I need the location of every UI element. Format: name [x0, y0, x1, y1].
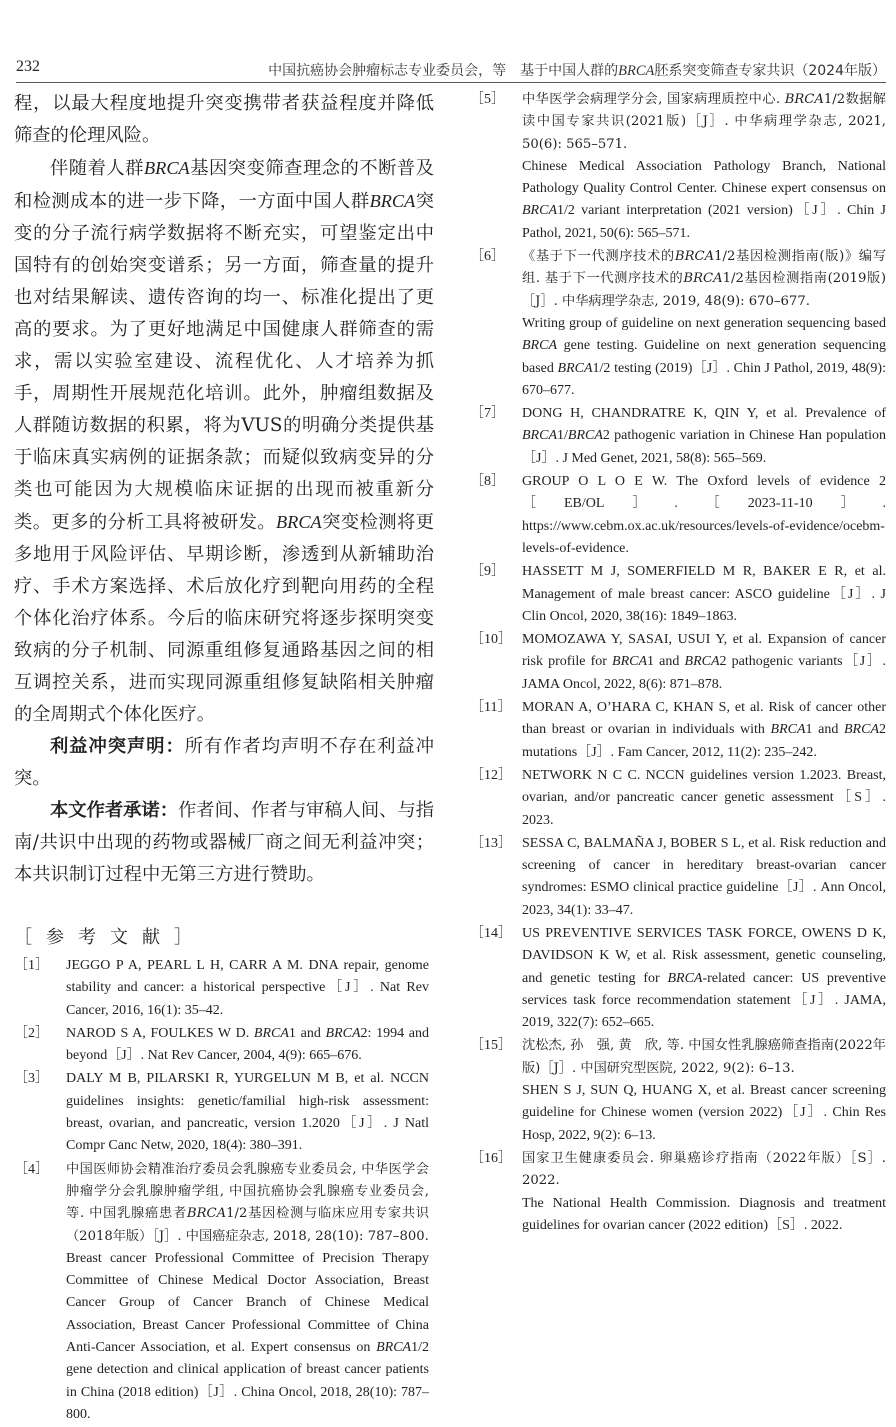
references-left-column [14, 955, 429, 1427]
references-right-column [470, 89, 886, 1238]
running-title: 中国抗癌协会肿瘤标志专业委员会，等 基于中国人群的BRCA胚系突变筛查专家共识（2024年版） [268, 63, 886, 79]
body-column [14, 88, 434, 891]
reference-10: ［10］ MOMOZAWA Y, SASAI, USUI Y, et al. Expansion of cancer risk profile for BRCA1 and BRCA2 pathogenic variants［J］. JAMA Oncol, 2022, 8(6): 871–878. [470, 632, 887, 692]
reference-13: ［13］ SESSA C, BALMAÑA J, BOBER S L, et al. Risk reduction and screening of cancer in hereditary breast-ovarian cancer syndromes: ESMO clinical practice guideline［J］. Ann Oncol, 2023, 34(1): 33–47. [470, 835, 886, 918]
reference-14: ［14］ US PREVENTIVE SERVICES TASK FORCE, OWENS D K, DAVIDSON K W, et al. Risk assessment, genetic counseling, and genetic testing for BRCA-related cancer: US preventive services task force recommendation statement［J］. JAMA, 2019, 322(7): 652–665. [470, 925, 886, 1031]
reference-9: ［9］ HASSETT M J, SOMERFIELD M R, BAKER E R, et al. Management of male breast cancer: ASCO guideline［J］. J Clin Oncol, 2020, 38(16): 1849–1863. [470, 564, 886, 624]
reference-1: ［1］ JEGGO P A, PEARL L H, CARR A M. DNA repair, genome stability and cancer: a historical perspective［J］. Nat Rev Cancer, 2016, 16(1): 35–42. [14, 958, 429, 1018]
reference-16: ［16］ 国家卫生健康委员会. 卵巢癌诊疗指南（2022年版）［S］. 2022. The National Health Commission. Diagnosis and treatment guidelines for ovarian cancer (2022 edition)［S］. 2022. [470, 1150, 886, 1233]
reference-11: ［11］ MORAN A, O’HARA C, KHAN S, et al. Risk of cancer other than breast or ovarian in individuals with BRCA1 and BRCA2 mutations［J］. Fam Cancer, 2012, 11(2): 235–242. [470, 700, 886, 760]
reference-12: ［12］ NETWORK N C C. NCCN guidelines version 1.2023. Breast, ovarian, and/or pancreatic cancer genetic assessment［S］. 2023. [470, 767, 886, 828]
reference-15: ［15］ 沈松杰, 孙 强, 黄 欣, 等. 中国女性乳腺癌筛查指南(2022年版)［J］. 中国研究型医院, 2022, 9(2): 6–13. SHEN S J, SUN Q, HUANG X, et al. Breast cancer screening guideline for Chinese women (version 2022)［J］. Chin Res Hosp, 2022, 9(2): 6–13. [470, 1038, 886, 1143]
reference-5: ［5］ 中华医学会病理学分会, 国家病理质控中心. BRCA1/2数据解读中国专家共识(2021版)［J］. 中华病理学杂志, 2021, 50(6): 565–571. Chinese Medical Association Pathology Branch, National Pathology Quality Control Center. Chinese expert consensus on BRCA1/2 variant interpretation (2021 version)［J］. Chin J Pathol, 2021, 50(6): 565–571. [470, 92, 886, 241]
page-number: 232 [16, 58, 40, 75]
reference-2: ［2］ NAROD S A, FOULKES W D. BRCA1 and BRCA2: 1994 and beyond［J］. Nat Rev Cancer, 2004, 4(9): 665–676. [14, 1025, 430, 1064]
reference-3: ［3］ DALY M B, PILARSKI R, YURGELUN M B, et al. NCCN guidelines insights: genetic/familial high-risk assessment: breast, ovarian, and pancreatic, version 1.2020［J］. J Natl Compr Canc Netw, 2020, 18(4): 380–391. [14, 1071, 429, 1154]
running-header [16, 58, 886, 83]
reference-4: ［4］ 中国医师协会精准治疗委员会乳腺癌专业委员会, 中华医学会肿瘤学分会乳腺肿瘤学组, 中国抗癌协会乳腺癌专业委员会, 等. 中国乳腺癌患者BRCA1/2基因检测与临床应用专家共识（2018年版）［J］. 中国癌症杂志, 2018, 28(10): 787–800. Breast cancer Professional Committee of Precision Therapy Committee of Chinese Medical Doctor Association, Breast Cancer Group of Cancer Branch of Chinese Medical Association, Breast Cancer Professional Committee of China Anti-Cancer Association, et al. Expert consensus on BRCA1/2 gene detection and clinical application of breast cancer patients in China (2018 edition)［J］. China Oncol, 2018, 28(10): 787–800. [14, 1161, 429, 1422]
conflict-of-interest: 利益冲突声明：所有作者均声明不存在利益冲突。 [14, 736, 435, 789]
paragraph-1: 程，以最大程度地提升突变携带者获益程度并降低筛查的伦理风险。 [14, 93, 434, 146]
author-commitment: 本文作者承诺：作者间、作者与审稿人间、与指南/共识中出现的药物或器械厂商之间无利益冲突；本共识制订过程中无第三方进行赞助。 [14, 800, 435, 885]
reference-8: ［8］ GROUP O L O E W. The Oxford levels of evidence 2［EB/OL］.［2023-11-10］. https://www.cebm.ox.ac.uk/resources/levels-of-evidence/ocebm-levels-of-evidence. [470, 474, 886, 556]
paragraph-2: 伴随着人群BRCA基因突变筛查理念的不断普及和检测成本的进一步下降，一方面中国人群BRCA突变的分子流行病学数据将不断充实，可望鉴定出中国特有的创始突变谱系；另一方面，筛查量的提升也对结果解读、遗传咨询的均一、标准化提出了更高的要求。为了更好地满足中国健康人群筛查的需求，需以实验室建设、流程优化、人才培养为抓手，周期性开展规范化培训。此外，肿瘤组数据及人群随访数据的积累，将为VUS的明确分类提供基于临床真实病例的证据条款；而疑似致病变异的分类也可能因为大规模临床证据的出现而被重新分类。更多的分析工具将被研发。BRCA突变检测将更多地用于风险评估、早期诊断，渗透到从新辅助治疗、手术方案选择、术后放化疗到靶向用药的全程个体化治疗体系。今后的临床研究将逐步探明突变致病的分子机制、同源重组修复通路基因之间的相互调控关系，进而实现同源重组修复缺陷相关肿瘤的全周期式个体化医疗。 [14, 158, 435, 725]
reference-7: ［7］ DONG H, CHANDRATRE K, QIN Y, et al. Prevalence of BRCA1/BRCA2 pathogenic variation in Chinese Han population［J］. J Med Genet, 2021, 58(8): 565–569. [470, 406, 886, 466]
references-heading: ［参考文献］ [14, 927, 206, 948]
reference-6: ［6］ 《基于下一代测序技术的BRCA1/2基因检测指南(版)》编写组. 基于下一代测序技术的BRCA1/2基因检测指南(2019版)［J］. 中华病理学杂志, 2019, 48(9): 670–677. Writing group of guideline on next generation sequencing based BRCA gene testing. Guideline on next generation sequencing based BRCA1/2 testing (2019)［J］. Chin J Pathol, 2019, 48(9): 670–677. [470, 249, 887, 398]
